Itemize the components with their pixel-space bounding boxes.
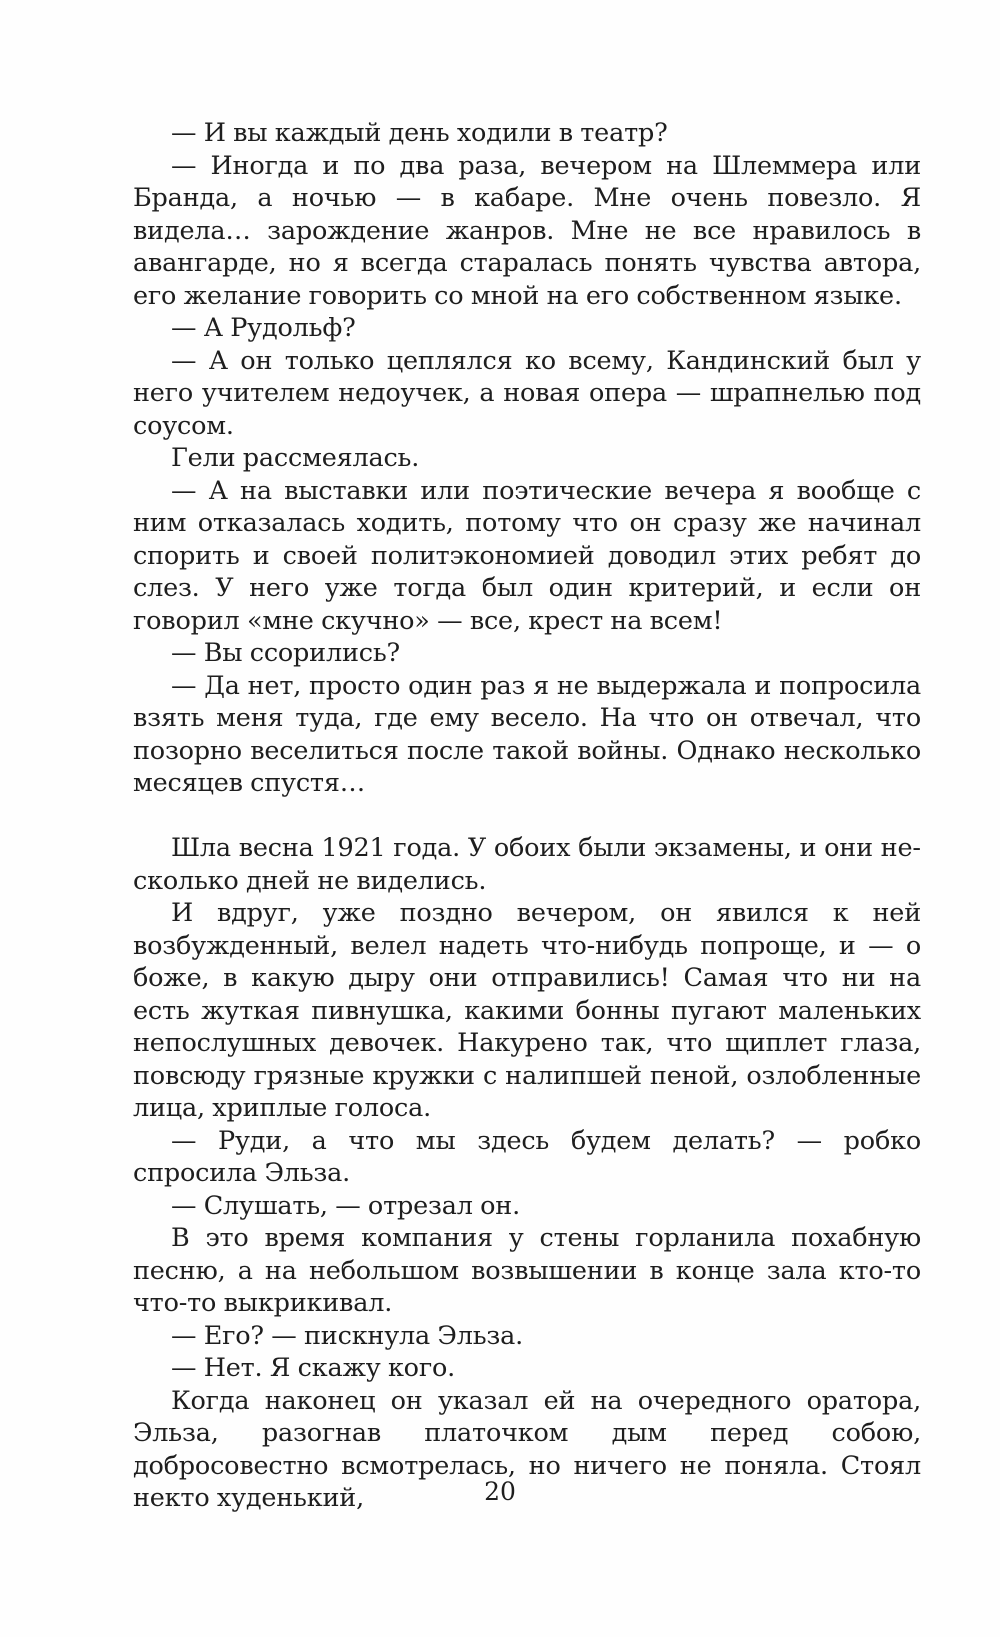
- body-text: [133, 117, 921, 1515]
- paragraph: — А он только цеплялся ко всему, Кандинский был у него учителем недоучек, а новая опера — шрапнелью под соусом.: [133, 345, 921, 441]
- paragraph: — А Рудольф?: [171, 313, 356, 343]
- paragraph: — Нет. Я скажу кого.: [171, 1353, 456, 1383]
- paragraph: — Вы ссорились?: [171, 638, 401, 668]
- paragraph: В это время компания у стены горланила похабную песню, а на небольшом возвышении в конце зала кто-то что-то выкрикивал.: [133, 1223, 921, 1318]
- paragraph: И вдруг, уже поздно вечером, он явился к ней возбужденный, велел надеть что-нибудь попроще, и — о боже, в какую дыру они отправились! Самая что ни на есть жуткая пивнушка, какими бонны пугают маленьких непослушных девочек. Накурено так, что щиплет глаза, повсюду грязные кружки с налипшей пеной, озлобленные лица, хриплые голоса.: [133, 898, 921, 1123]
- paragraph: — А на выставки или поэтические вечера я вообще с ним отказалась ходить, потому что он сразу же начинал спорить и своей политэкономией доводил этих ребят до слез. У него уже тогда был один критерий, и если он говорил «мне скучно» — все, крест на всем!: [133, 475, 921, 636]
- paragraph: Шла весна 1921 года. У обоих были экзамены, и они несколько дней не виделись.: [133, 833, 921, 896]
- paragraph: Гели рассмеялась.: [171, 443, 420, 473]
- paragraph: — Руди, а что мы здесь будем делать? — робко спросила Эльза.: [133, 1125, 921, 1188]
- paragraph: — Да нет, просто один раз я не выдержала и попросила взять меня туда, где ему весело. На что он отвечал, что позорно веселиться после такой войны. Однако несколько месяцев спустя…: [133, 670, 921, 798]
- section-break: [133, 800, 921, 833]
- page-number: 20: [484, 1477, 516, 1506]
- paragraph: Когда наконец он указал ей на очередного оратора, Эльза, разогнав платочком дым перед собою, добросовестно всмотрелась, но ничего не поняла. Стоял некто худенький,: [133, 1385, 921, 1513]
- paragraph: — Его? — пискнула Эльза.: [171, 1320, 524, 1351]
- paragraph: — Иногда и по два раза, вечером на Шлеммера или Бранда, а ночью — в кабаре. Мне очень повезло. Я видела… зарождение жанров. Мне не все нравилось в авангарде, но я всегда старалась понять чувства автора, его желание говорить со мной на его собственном языке.: [133, 150, 921, 311]
- paragraph: — Слушать, — отрезал он.: [171, 1190, 520, 1221]
- paragraph: — И вы каждый день ходили в театр?: [171, 118, 668, 148]
